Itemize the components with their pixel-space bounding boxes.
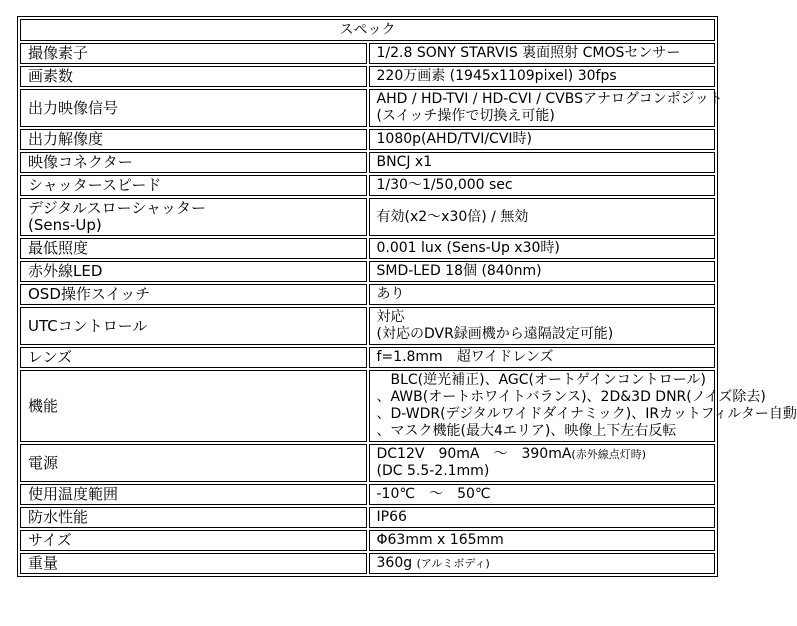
table-row xyxy=(20,444,715,482)
spec-label: 電源 xyxy=(20,444,367,482)
spec-value: BNCJ x1 xyxy=(369,152,716,173)
spec-label: 映像コネクター xyxy=(20,152,367,173)
table-row xyxy=(20,507,715,528)
table-row xyxy=(20,530,715,551)
spec-value: DC12V 90mA ～ 390mA(赤外線点灯時) (DC 5.5-2.1mm) xyxy=(369,444,716,482)
table-row xyxy=(20,284,715,305)
table-row xyxy=(20,175,715,196)
spec-label: 機能 xyxy=(20,370,367,442)
table-row xyxy=(20,261,715,282)
spec-value: -10℃ ～ 50℃ xyxy=(369,484,716,505)
value-note: (赤外線点灯時) xyxy=(571,448,647,461)
table-row xyxy=(20,484,715,505)
spec-label: UTCコントロール xyxy=(20,307,367,345)
spec-value: 0.001 lux (Sens-Up x30時) xyxy=(369,238,716,259)
spec-label: 使用温度範囲 xyxy=(20,484,367,505)
table-row xyxy=(20,152,715,173)
spec-value: 1/2.8 SONY STARVIS 裏面照射 CMOSセンサー xyxy=(369,43,716,64)
spec-value: 220万画素 (1945x1109pixel) 30fps xyxy=(369,66,716,87)
table-row xyxy=(20,370,715,442)
spec-label: OSD操作スイッチ xyxy=(20,284,367,305)
spec-label: 画素数 xyxy=(20,66,367,87)
spec-value: Φ63mm x 165mm xyxy=(369,530,716,551)
table-row xyxy=(20,347,715,368)
spec-value: 1080p(AHD/TVI/CVI時) xyxy=(369,129,716,150)
table-row xyxy=(20,553,715,574)
table-row xyxy=(20,89,715,127)
table-header: スペック xyxy=(20,19,715,41)
spec-label: サイズ xyxy=(20,530,367,551)
spec-value: BLC(逆光補正)、AGC(オートゲインコントロール) 、AWB(オートホワイトバランス)、2D&3D DNR(ノイズ除去) 、D-WDR(デジタルワイドダイナミック)、IRカットフィルター自動 、マスク機能(最大4エリア)、映像上下左右反転 xyxy=(369,370,716,442)
spec-value: 360g (アルミボディ) xyxy=(369,553,716,574)
spec-value: SMD-LED 18個 (840nm) xyxy=(369,261,716,282)
spec-table xyxy=(17,16,797,577)
table-row xyxy=(20,198,715,236)
spec-label: 最低照度 xyxy=(20,238,367,259)
table-row xyxy=(20,238,715,259)
table-row xyxy=(20,307,715,345)
value-note: (アルミボディ) xyxy=(416,557,490,570)
spec-label: 赤外線LED xyxy=(20,261,367,282)
spec-value: 有効(x2～x30倍) / 無効 xyxy=(369,198,716,236)
spec-label: 撮像素子 xyxy=(20,43,367,64)
spec-label: 出力映像信号 xyxy=(20,89,367,127)
table-row xyxy=(20,43,715,64)
spec-label: デジタルスローシャッター (Sens-Up) xyxy=(20,198,367,236)
spec-value: f=1.8mm 超ワイドレンズ xyxy=(369,347,716,368)
spec-value: あり xyxy=(369,284,716,305)
spec-value: 対応 (対応のDVR録画機から遠隔設定可能) xyxy=(369,307,716,345)
spec-label: 防水性能 xyxy=(20,507,367,528)
spec-value: AHD / HD-TVI / HD-CVI / CVBSアナログコンポジット (スイッチ操作で切換え可能) xyxy=(369,89,716,127)
table-row xyxy=(20,66,715,87)
spec-label: シャッタースピード xyxy=(20,175,367,196)
spec-value: IP66 xyxy=(369,507,716,528)
spec-value: 1/30～1/50,000 sec xyxy=(369,175,716,196)
table-header-row xyxy=(20,19,715,41)
table-row xyxy=(20,129,715,150)
spec-label: 出力解像度 xyxy=(20,129,367,150)
spec-label: 重量 xyxy=(20,553,367,574)
spec-label: レンズ xyxy=(20,347,367,368)
